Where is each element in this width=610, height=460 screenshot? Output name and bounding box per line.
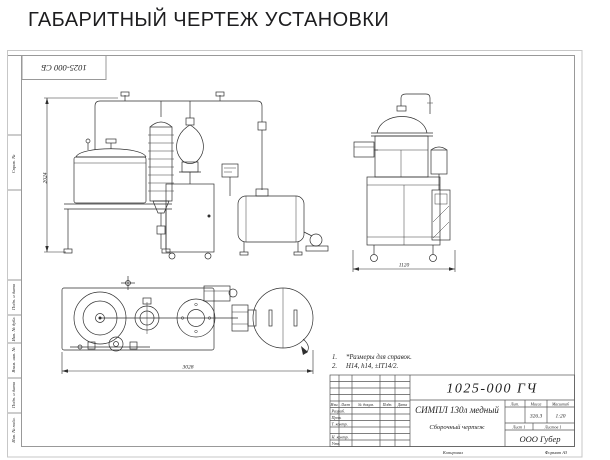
footer-format-label: Формат А3 <box>544 450 568 455</box>
footer-copied-label: Копировал <box>442 450 464 455</box>
title-block-row-prov: Пров. <box>331 415 342 420</box>
corner-stamp <box>22 56 106 80</box>
plan-view <box>62 276 313 374</box>
corner-stamp-text: 1025-000 СБ <box>41 63 87 73</box>
title-block-scale-value: 1:20 <box>555 413 566 420</box>
note-1-number: 1. <box>332 354 338 361</box>
title-block-company: ООО Губер <box>519 434 561 444</box>
title-block-row-tkontr: Т. контр. <box>331 421 348 427</box>
title-block-mass-label: Масса <box>530 401 542 407</box>
title-block-sheets: Листов 1 <box>544 424 562 430</box>
note-2-number: 2. <box>332 363 338 370</box>
dimension-front-height <box>42 98 119 252</box>
dimension-front-height-value: 2024 <box>42 172 49 184</box>
page-title: ГАБАРИТНЫЙ ЧЕРТЕЖ УСТАНОВКИ <box>28 9 390 31</box>
footer-strip <box>442 450 568 455</box>
margin-label-inv-podl: Инв. № подл. <box>11 417 16 443</box>
dimension-plan-length <box>62 350 313 374</box>
margin-label-podp1: Подп. и дата <box>11 283 16 311</box>
title-block-col-podp: Подп. <box>382 402 393 407</box>
margin-label-podp2: Подп. и дата <box>11 381 16 409</box>
dimension-plan-length-value: 3028 <box>182 364 194 371</box>
title-block-doc-type: Сборочный чертеж <box>429 424 485 431</box>
side-view <box>353 94 455 272</box>
title-block <box>330 375 575 447</box>
title-block-lit-label: Лит. <box>510 401 520 407</box>
margin-label-sprav: Справ. № <box>11 154 16 174</box>
title-block-row-razrab: Разраб. <box>331 408 345 414</box>
title-block-col-data: Дата <box>397 402 408 407</box>
title-block-row-nkontr: Н. контр. <box>331 434 349 440</box>
title-block-mass-value: 326.3 <box>529 413 543 420</box>
title-block-col-list: Лист <box>340 402 351 407</box>
title-block-col-doc: № докум. <box>358 402 374 407</box>
margin-labels <box>11 154 16 444</box>
note-2-text: H14, h14, ±IT14/2. <box>346 363 399 370</box>
dimension-side-width <box>353 250 455 272</box>
title-block-doc-number: 1025-000 ГЧ <box>446 381 538 397</box>
note-1-text: *Размеры для справок. <box>346 354 412 361</box>
title-block-col-izm: Изм. <box>330 402 339 407</box>
title-block-scale-label: Масштаб <box>551 401 570 407</box>
title-block-product-name: СИМПЛ 130л медный <box>415 405 499 415</box>
technical-notes <box>332 354 412 370</box>
margin-label-vzam: Взам. инв. № <box>11 347 16 373</box>
margin-label-inv-dubl: Инв. № дубл. <box>11 316 16 342</box>
title-block-row-utv: Утв. <box>331 441 341 446</box>
title-block-sheet: Лист 1 <box>512 424 526 430</box>
dimension-side-width-value: 1120 <box>398 262 410 269</box>
front-view <box>42 92 329 259</box>
